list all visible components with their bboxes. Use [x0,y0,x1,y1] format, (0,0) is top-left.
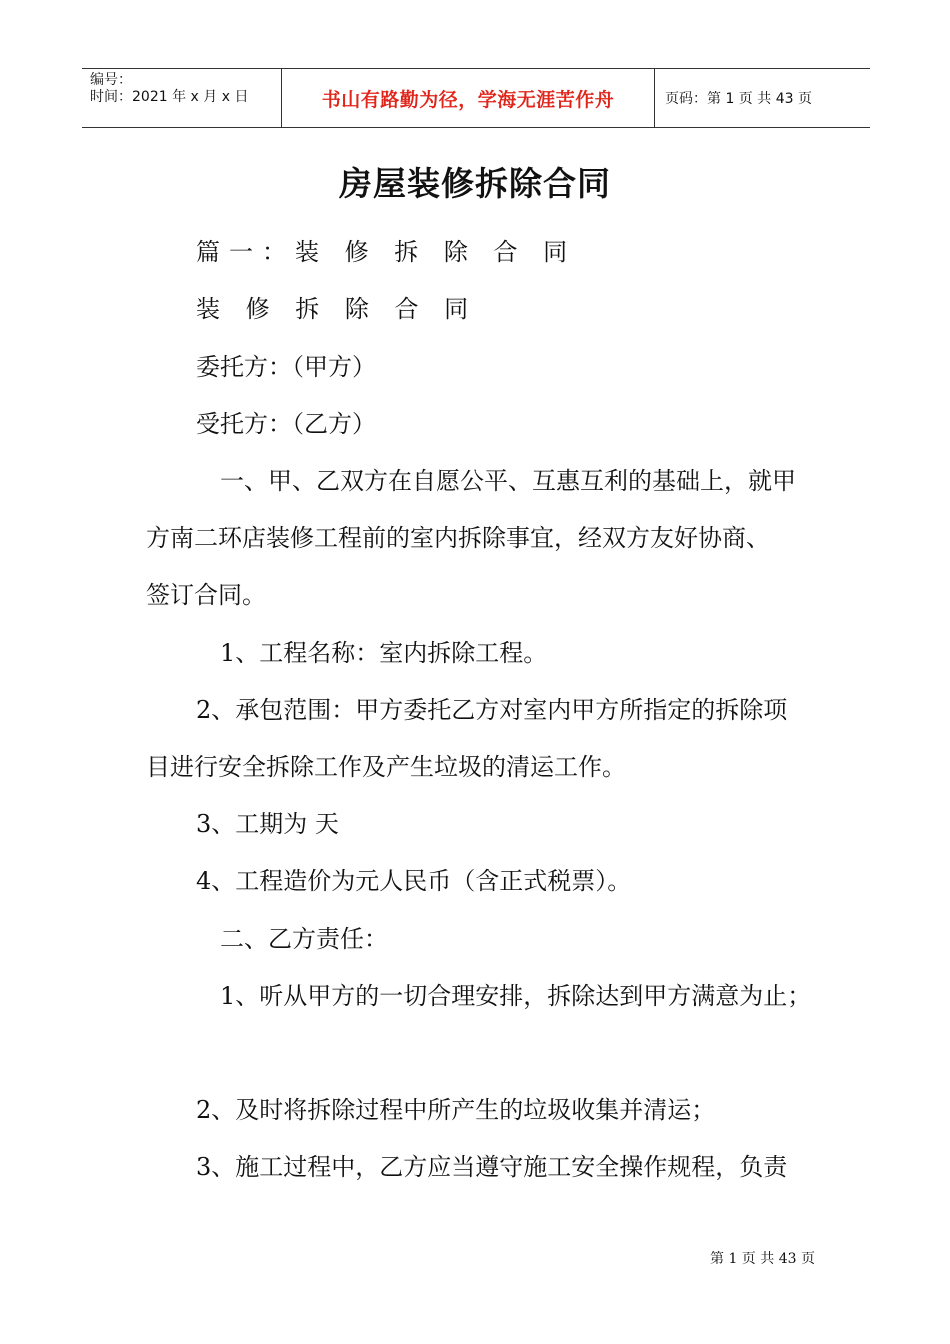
chapter-heading: 篇一：装 修 拆 除 合 同 [196,238,577,266]
client-party: 委托方：（甲方） [196,353,376,381]
duty-line: 2、及时将拆除过程中所产生的垃圾收集并清运； [196,1096,716,1124]
document-header [82,68,870,128]
clause-scope-cont: 目进行安全拆除工作及产生垃圾的清运工作。 [146,753,626,781]
header-page-info: 页码：第 1 页 共 43 页 [665,91,812,107]
footer-page-info: 第 1 页 共 43 页 [710,1251,815,1267]
paragraph-line: 一、甲、乙双方在自愿公平、互惠互利的基础上，就甲 [220,467,796,495]
clause-scope: 2、承包范围：甲方委托乙方对室内甲方所指定的拆除项 [196,696,788,724]
section-heading: 二、乙方责任： [220,925,388,953]
header-motto-cell [282,69,655,127]
duty-line: 3、施工过程中，乙方应当遵守施工安全操作规程，负责 [196,1153,788,1181]
clause-duration: 3、工期为 天 [196,810,339,838]
contractor-party: 受托方：（乙方） [196,410,376,438]
paragraph-line: 方南二环店装修工程前的室内拆除事宜，经双方友好协商、 [146,524,770,552]
time-label: 时间：2021 年 x 月 x 日 [90,89,249,105]
motto-text: 书山有路勤为径，学海无涯苦作舟 [321,88,615,111]
clause-cost: 4、工程造价为元人民币（含正式税票）。 [196,867,632,895]
paragraph-line: 签订合同。 [146,581,266,609]
contract-subtitle: 装 修 拆 除 合 同 [196,295,478,323]
clause-project-name: 1、工程名称：室内拆除工程。 [220,639,548,667]
header-page-cell [655,69,870,127]
header-meta-cell [82,69,282,127]
number-label: 编号： [90,72,132,88]
duty-line: 1、听从甲方的一切合理安排，拆除达到甲方满意为止； [220,982,812,1010]
document-title: 房屋装修拆除合同 [339,164,611,203]
